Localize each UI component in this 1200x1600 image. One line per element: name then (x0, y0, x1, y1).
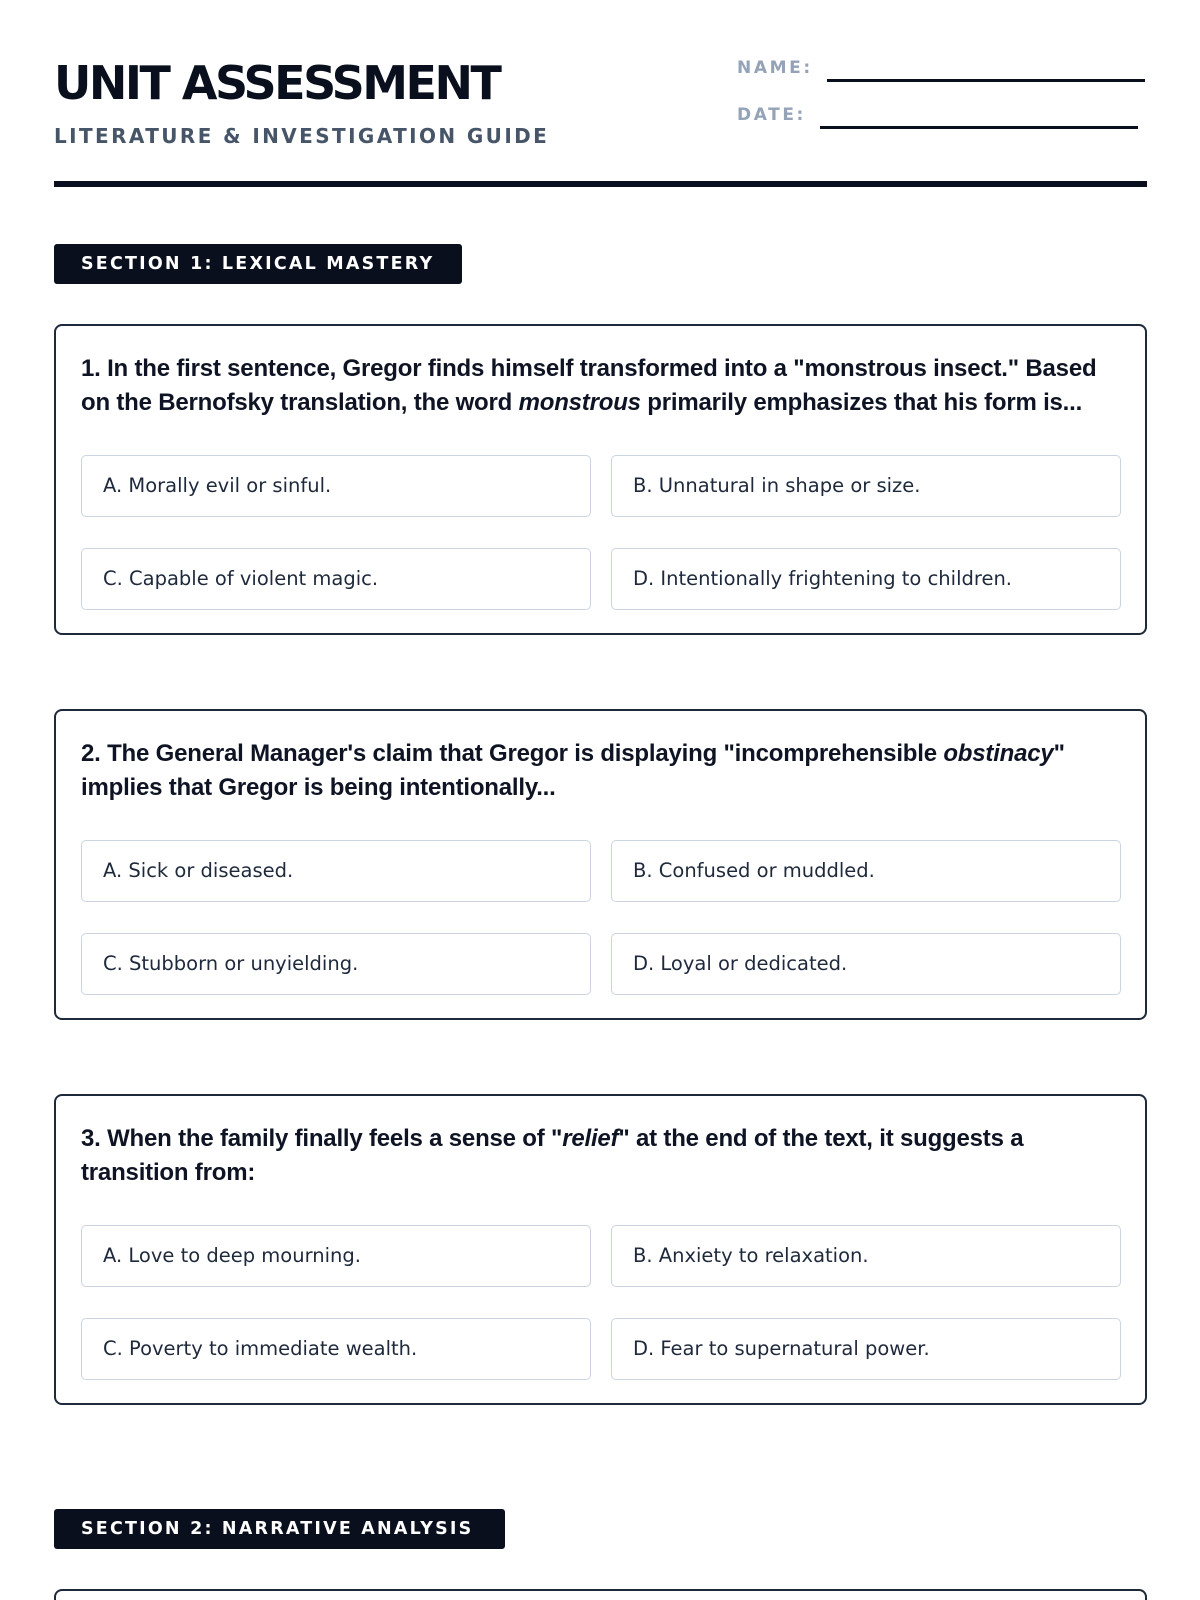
name-label: NAME: (737, 58, 813, 78)
header-divider (54, 181, 1147, 187)
question-3-text-before: 3. When the family finally feels a sense of " (81, 1125, 563, 1152)
section-2-tag: SECTION 2: NARRATIVE ANALYSIS (54, 1509, 505, 1549)
question-2-text-after: " implies that Gregor is being intentionally... (81, 740, 1065, 801)
question-1-option-d[interactable]: D. Intentionally frightening to children. (611, 548, 1121, 610)
question-1-option-c[interactable]: C. Capable of violent magic. (81, 548, 591, 610)
page-subtitle: LITERATURE & INVESTIGATION GUIDE (54, 124, 550, 148)
question-2-text (81, 737, 1121, 805)
question-3-option-c[interactable]: C. Poverty to immediate wealth. (81, 1318, 591, 1380)
question-2-text-before: 2. The General Manager's claim that Gregor is displaying "incomprehensible (81, 740, 944, 767)
question-3-text-after: " at the end of the text, it suggests a transition from: (81, 1125, 1024, 1186)
question-1-text (81, 352, 1121, 420)
question-1-option-b[interactable]: B. Unnatural in shape or size. (611, 455, 1121, 517)
date-field (737, 103, 1138, 127)
section-1-tag: SECTION 1: LEXICAL MASTERY (54, 244, 462, 284)
question-1-text-before: 1. In the first sentence, Gregor finds himself transformed into a "monstrous insect." Based on the Bernofsky translation, the word (81, 355, 1097, 416)
question-3-text (81, 1122, 1121, 1190)
question-3-option-b[interactable]: B. Anxiety to relaxation. (611, 1225, 1121, 1287)
question-card-1 (54, 324, 1147, 635)
question-1-emphasis: monstrous (518, 389, 641, 416)
name-blank-line[interactable] (827, 79, 1145, 82)
question-3-emphasis: relief (562, 1125, 619, 1152)
question-3-option-a[interactable]: A. Love to deep mourning. (81, 1225, 591, 1287)
name-field (737, 56, 1145, 80)
question-1-option-a[interactable]: A. Morally evil or sinful. (81, 455, 591, 517)
question-2-option-c[interactable]: C. Stubborn or unyielding. (81, 933, 591, 995)
question-1-text-after: primarily emphasizes that his form is... (640, 389, 1083, 416)
date-label: DATE: (737, 105, 806, 125)
date-blank-line[interactable] (820, 126, 1138, 129)
question-2-option-b[interactable]: B. Confused or muddled. (611, 840, 1121, 902)
question-2-option-d[interactable]: D. Loyal or dedicated. (611, 933, 1121, 995)
page-title: UNIT ASSESSMENT (54, 56, 500, 110)
question-card-2 (54, 709, 1147, 1020)
question-card-3 (54, 1094, 1147, 1405)
question-2-option-a[interactable]: A. Sick or diseased. (81, 840, 591, 902)
worksheet-header (54, 0, 1147, 190)
question-card-4 (54, 1589, 1147, 1600)
question-2-emphasis: obstinacy (943, 740, 1054, 767)
question-3-option-d[interactable]: D. Fear to supernatural power. (611, 1318, 1121, 1380)
